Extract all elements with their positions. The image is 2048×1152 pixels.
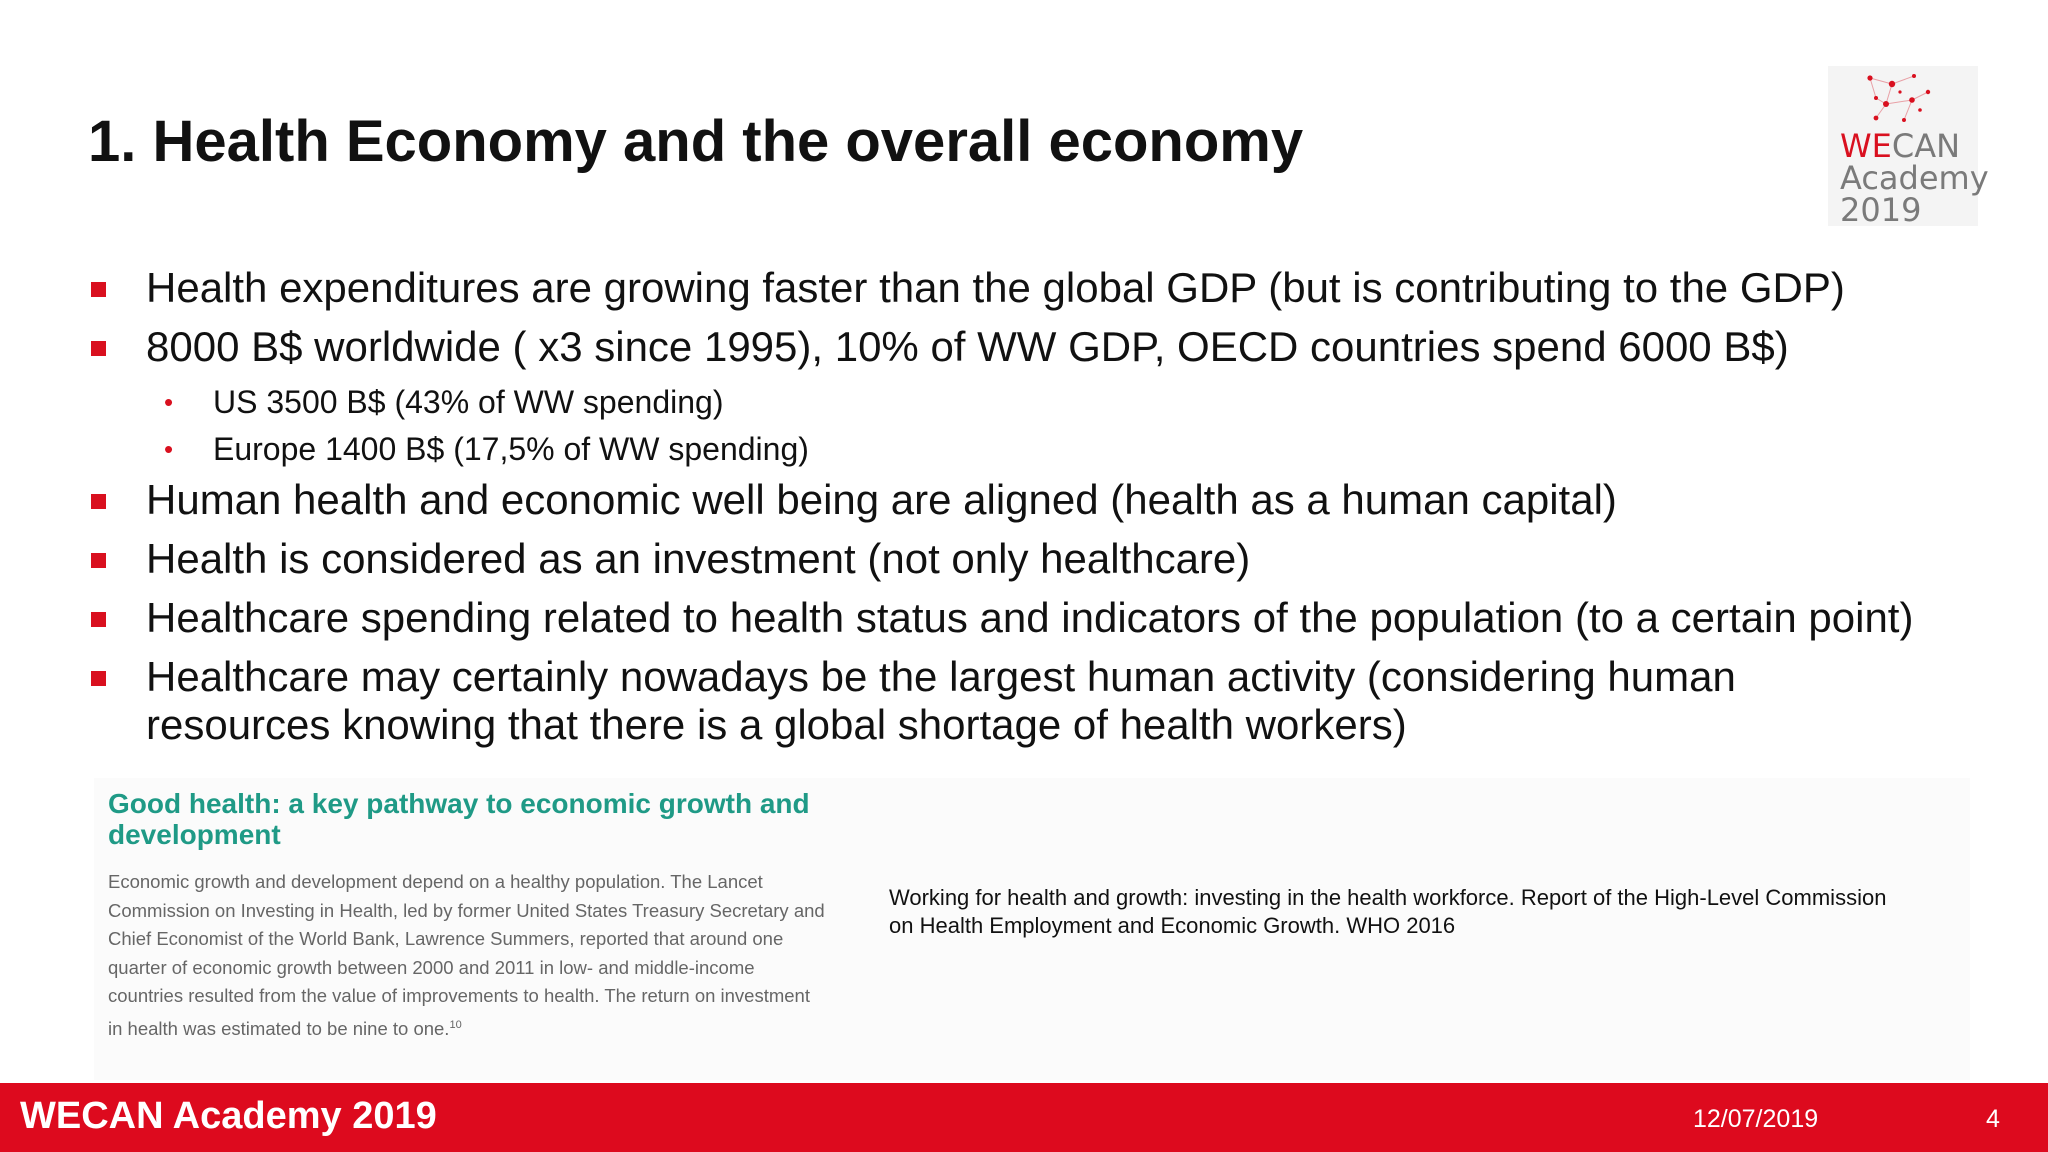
slide-title: 1. Health Economy and the overall economy [88,109,1304,174]
page-number: 4 [1986,1105,2000,1133]
network-dots-icon [1862,70,1942,126]
bullet-item [88,476,1988,524]
square-bullet-icon [91,612,106,627]
square-bullet-icon [91,671,106,686]
footer-bar [0,1083,2048,1152]
bullet-item [88,264,1988,312]
bullet-list [88,264,1988,760]
sub-bullet-text: Europe 1400 B$ (17,5% of WW spending) [213,431,809,467]
wecan-logo [1828,66,1989,229]
excerpt-footnote: 10 [449,1018,462,1031]
square-bullet-icon [91,341,106,356]
bullet-text: Health is considered as an investment (not only healthcare) [146,535,1251,582]
bullet-item [88,323,1988,371]
bullet-text: 8000 B$ worldwide ( x3 since 1995), 10% of WW GDP, OECD countries spend 6000 B$) [146,323,1789,370]
excerpt-heading: Good health: a key pathway to economic growth and development [108,788,810,850]
bullet-item [88,653,1988,749]
logo-text-wecan: WECAN [1840,127,1961,165]
bullet-text: Health expenditures are growing faster than the global GDP (but is contributing to the GDP) [146,264,1845,311]
sub-bullet-item [88,429,1988,469]
sub-bullet-text: US 3500 B$ (43% of WW spending) [213,384,724,420]
bullet-item [88,535,1988,583]
bullet-text: Healthcare spending related to health status and indicators of the population (to a certain point) [146,594,1914,641]
footer-date: 12/07/2019 [1693,1105,1819,1133]
sub-bullet-item [88,382,1988,422]
dot-bullet-icon: • [164,434,174,464]
square-bullet-icon [91,282,106,297]
logo-text-year: 2019 [1840,191,1922,229]
bullet-text: Human health and economic well being are aligned (health as a human capital) [146,476,1617,523]
dot-bullet-icon: • [164,387,174,417]
square-bullet-icon [91,553,106,568]
footer-brand: WECAN Academy 2019 [20,1095,437,1137]
excerpt-body: Economic growth and development depend on a healthy population. The Lancet Commission on Investing in Health, led by former United States Treasury Secretary and Chief Economist of the World Bank, Lawrence Summers, reported that around one quarter of economic growth between 2000 and 2011 in low- and middle-income countries resulted from the value of improvements to health. The return on investment in health was estimated to be nine to one.$^{10}$ [108,871,825,1039]
bullet-item [88,594,1988,642]
source-citation: Working for health and growth: investing in the health workforce. Report of the High-Level Commission on Health Employment and Economic Growth. WHO 2016 [889,885,1887,938]
logo-text-academy: Academy [1840,159,1989,197]
bullet-text: Healthcare may certainly nowadays be the largest human activity (considering human resources knowing that there is a global shortage of health workers) [146,653,1736,748]
square-bullet-icon [91,494,106,509]
